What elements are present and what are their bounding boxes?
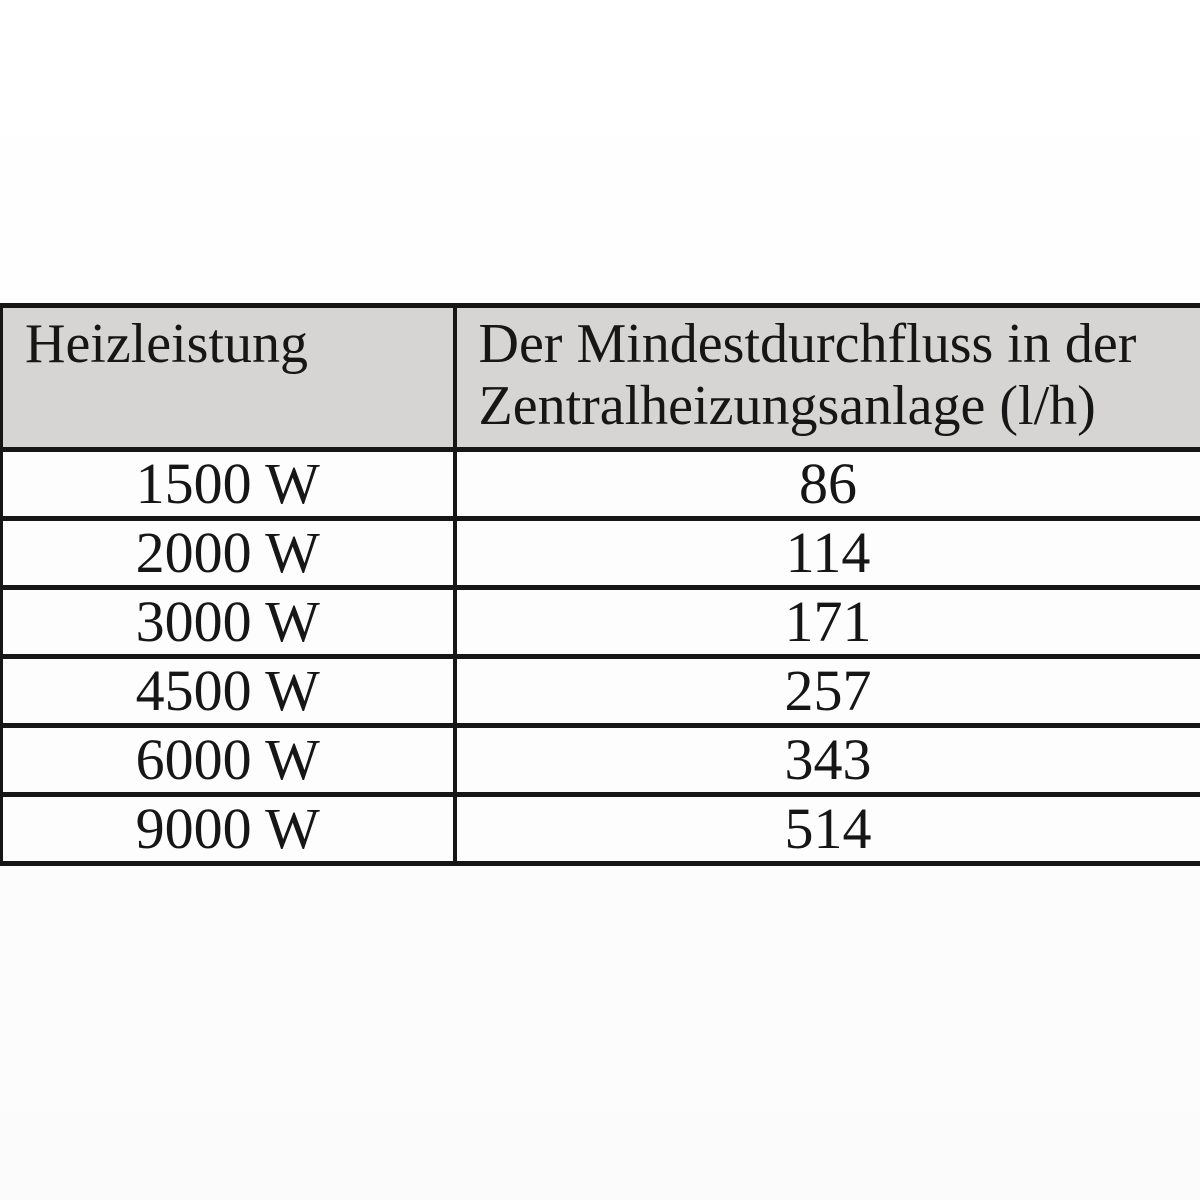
table-row [2,657,1200,726]
power-cell: 6000 W [2,726,455,795]
power-cell: 3000 W [2,588,455,657]
table-row [2,588,1200,657]
flow-cell: 514 [455,795,1200,864]
flow-cell: 86 [455,450,1200,519]
table-row [2,450,1200,519]
power-cell: 9000 W [2,795,455,864]
header-mindestdurchfluss: Der Mindestdurchfluss in der Zentralheizungsanlage (l/h) [455,306,1200,450]
header-heizleistung: Heizleistung [2,306,455,450]
power-cell: 1500 W [2,450,455,519]
power-cell: 2000 W [2,519,455,588]
table-row [2,519,1200,588]
power-cell: 4500 W [2,657,455,726]
flow-cell: 114 [455,519,1200,588]
table-row [2,795,1200,864]
heating-flow-table [0,303,1200,866]
flow-cell: 343 [455,726,1200,795]
table-header-row [2,306,1200,450]
table-row [2,726,1200,795]
flow-cell: 257 [455,657,1200,726]
flow-cell: 171 [455,588,1200,657]
